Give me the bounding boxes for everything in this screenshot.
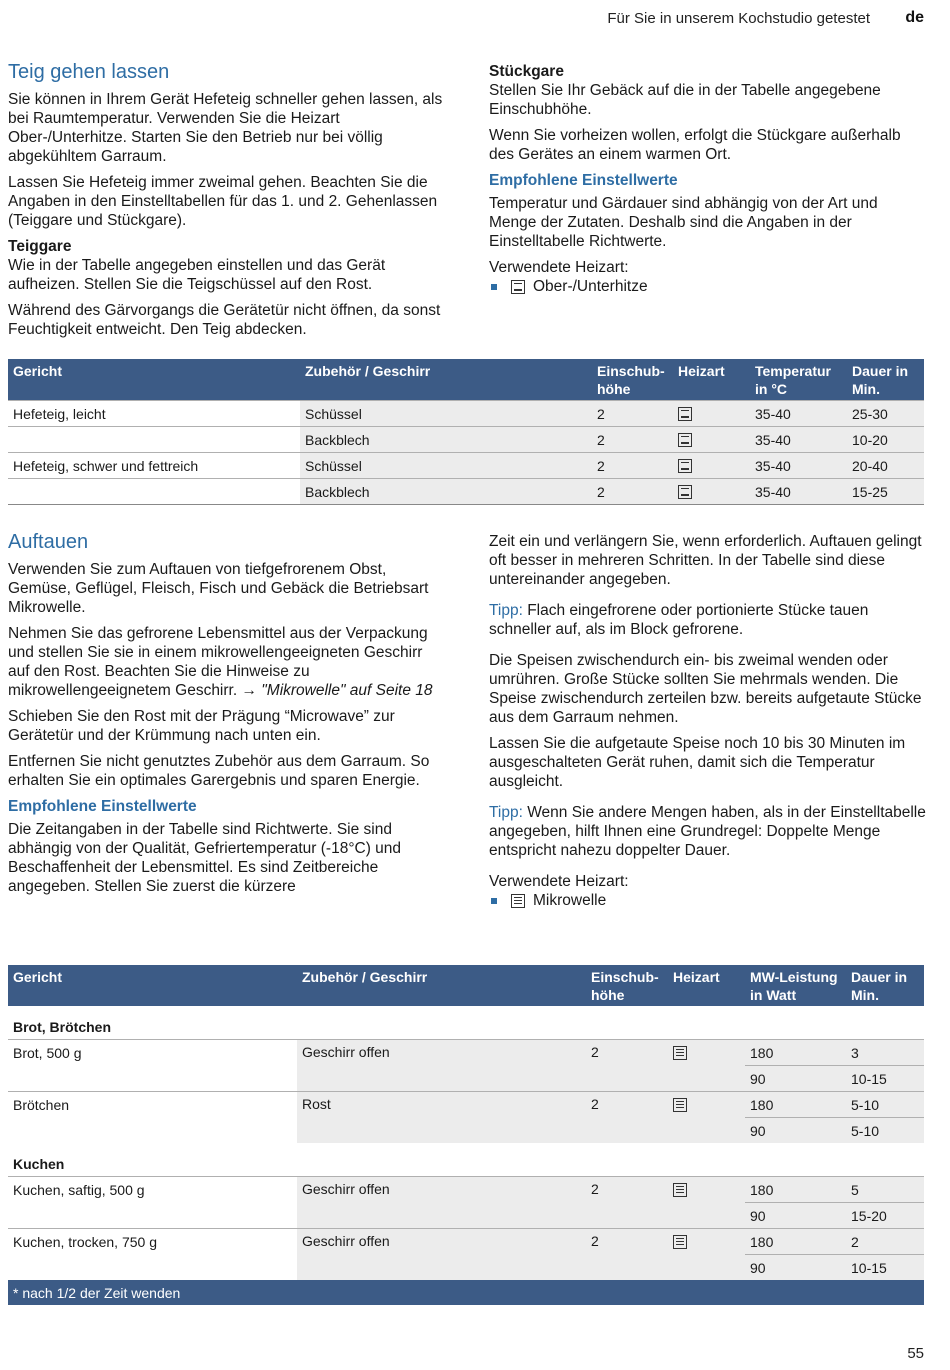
cell-temperatur: 35-40 [750, 479, 847, 505]
auftauen-paragraph: Verwenden Sie zum Auftauen von tiefgefrorenem Obst, Gemüse, Geflügel, Fleisch, Fisch und Gebäck die Betriebsart Mikrowelle. [8, 561, 429, 616]
teig-heading: Teig gehen lassen [8, 61, 170, 83]
group-title: Kuchen [13, 1156, 65, 1172]
top-bottom-heat-icon [678, 485, 692, 499]
cell-gericht: Hefeteig, schwer und fettreich [8, 453, 300, 479]
col-header-temperatur: Temperatur in °C [750, 359, 847, 401]
cell-zubehoer: Schüssel [300, 453, 592, 479]
tip-label: Tipp: [489, 602, 523, 619]
table-row [8, 1177, 924, 1203]
cell-zubehoer: Rost [297, 1092, 586, 1144]
top-bottom-heat-icon [678, 433, 692, 447]
cell-einschub: 2 [592, 401, 673, 427]
top-bottom-heat-icon [511, 280, 525, 294]
auftauen-paragraph: Nehmen Sie das gefrorene Lebensmittel aus der Verpackung und stellen Sie sie in einem mikrowellengeeigneten Geschirr auf den Rost. Beachten Sie die Hinweise zu mikrowellengeeignetem Geschirr. → "Mikrowelle" auf Seite 18 [8, 625, 433, 699]
cell-zubehoer: Backblech [300, 479, 592, 505]
cell-mw: 180 [745, 1092, 846, 1118]
auftauen-paragraph: Zeit ein und verlängern Sie, wenn erforderlich. Auftauen gelingt oft besser in mehreren Schritten. In der Tabelle sind diese untereinander angegeben. [489, 533, 922, 588]
cell-gericht: Brot, 500 g [8, 1040, 297, 1066]
teig-right-column [489, 62, 929, 296]
col-header-zubehoer: Zubehör / Geschirr [300, 359, 592, 401]
cell-dauer: 15-25 [847, 479, 924, 505]
col-header-heizart: Heizart [668, 965, 745, 1006]
cell-dauer: 20-40 [847, 453, 924, 479]
cell-heizart [673, 401, 750, 427]
auftauen-paragraph: Lassen Sie die aufgetaute Speise noch 10 bis 30 Minuten im ausgeschalteten Gerät ruhen, damit sich die Temperatur ausgleicht. [489, 735, 906, 790]
cell-gericht [8, 479, 300, 505]
language-code: de [905, 9, 924, 26]
col-header-heizart: Heizart [673, 359, 750, 401]
microwave-icon [673, 1183, 687, 1197]
cell-heizart [673, 453, 750, 479]
cell-mw: 90 [745, 1066, 846, 1092]
table-header-row [8, 359, 924, 401]
table-header-row [8, 965, 924, 1006]
table-row [8, 479, 924, 505]
auftauen-paragraph: Die Speisen zwischendurch ein- bis zweimal wenden oder umrühren. Große Stücke sollten Sie mehrmals wenden. Die Speise zwischendurch zerteilen bzw. bereits aufgetaute Stücke aus dem Garraum nehmen. [489, 652, 922, 726]
tip-paragraph: Tipp: Wenn Sie andere Mengen haben, als in der Einstelltabelle angegeben, hilft Ihnen eine Grundregel: Doppelte Menge entspricht nahezu doppelter Dauer. [489, 804, 926, 859]
cell-heizart [668, 1040, 745, 1092]
cell-zubehoer: Geschirr offen [297, 1229, 586, 1281]
cell-gericht [8, 427, 300, 453]
table-row [8, 427, 924, 453]
table-row [8, 401, 924, 427]
col-header-mw-leistung: MW-Leistung in Watt [745, 965, 846, 1006]
table-group-row [8, 1143, 924, 1177]
teig-paragraph: Lassen Sie Hefeteig immer zweimal gehen. Beachten Sie die Angaben in den Einstelltabellen für das 1. und 2. Gehenlassen (Teiggare und Stückgare). [8, 174, 438, 229]
auftauen-paragraph: Schieben Sie den Rost mit der Prägung “Microwave” zur Gerätetür und der Krümmung nach unten ein. [8, 708, 395, 744]
teig-left-column [8, 60, 448, 346]
cell-zubehoer: Backblech [300, 427, 592, 453]
cell-dauer: 3 [846, 1040, 924, 1066]
cell-dauer: 10-15 [846, 1066, 924, 1092]
teig-paragraph: Wenn Sie vorheizen wollen, erfolgt die Stückgare außerhalb des Gerätes an einem warmen Ort. [489, 127, 901, 163]
table-row [8, 1229, 924, 1255]
heizart-value: Ober-/Unterhitze [533, 278, 648, 295]
cell-dauer: 10-15 [846, 1255, 924, 1281]
table-footnote-row [8, 1280, 924, 1305]
cell-einschub: 2 [592, 427, 673, 453]
cell-gericht [8, 1255, 297, 1281]
cell-mw: 90 [745, 1203, 846, 1229]
cell-temperatur: 35-40 [750, 453, 847, 479]
page-number: 55 [907, 1345, 924, 1362]
cell-heizart [668, 1229, 745, 1281]
table-row [8, 1040, 924, 1066]
microwave-icon [511, 894, 525, 908]
page-header [0, 8, 950, 30]
cell-mw: 180 [745, 1177, 846, 1203]
cell-temperatur: 35-40 [750, 427, 847, 453]
auftauen-heading: Auftauen [8, 531, 89, 553]
microwave-icon [673, 1235, 687, 1249]
table-row [8, 453, 924, 479]
bullet-icon [491, 284, 497, 290]
auftauen-left-column [8, 530, 448, 903]
cell-mw: 90 [745, 1118, 846, 1144]
heizart-item [489, 891, 929, 910]
auftauen-paragraph: Entfernen Sie nicht genutztes Zubehör aus dem Garraum. So erhalten Sie ein optimales Garergebnis und sparen Energie. [8, 753, 430, 789]
table-row [8, 1092, 924, 1118]
bullet-icon [491, 898, 497, 904]
cell-heizart [673, 479, 750, 505]
cell-gericht: Kuchen, saftig, 500 g [8, 1177, 297, 1203]
cell-mw: 180 [745, 1040, 846, 1066]
footnote: * nach 1/2 der Zeit wenden [8, 1280, 924, 1305]
cell-heizart [668, 1092, 745, 1144]
top-bottom-heat-icon [678, 407, 692, 421]
heizart-item [489, 277, 929, 296]
cell-mw: 180 [745, 1229, 846, 1255]
cell-zubehoer: Geschirr offen [297, 1177, 586, 1229]
teiggare-text: Wie in der Tabelle angegeben einstellen und das Gerät aufheizen. Stellen Sie die Teigschüssel auf den Rost. [8, 257, 386, 293]
arrow-icon: → [241, 682, 257, 699]
auftauen-right-column [489, 532, 929, 910]
cell-dauer: 2 [846, 1229, 924, 1255]
heizart-label: Verwendete Heizart: [489, 259, 629, 276]
teig-empf-heading: Empfohlene Einstellwerte [489, 172, 678, 189]
cell-zubehoer: Schüssel [300, 401, 592, 427]
col-header-gericht: Gericht [8, 359, 300, 401]
teig-paragraph: Sie können in Ihrem Gerät Hefeteig schneller gehen lassen, als bei Raumtemperatur. Verwenden Sie die Heizart Ober-/Unterhitze. Starten Sie den Betrieb nur bei völlig abgekühltem Garraum. [8, 91, 443, 165]
cross-reference-link[interactable]: "Mikrowelle" auf Seite 18 [261, 682, 433, 699]
cell-einschub: 2 [586, 1229, 668, 1281]
teig-paragraph: Während des Gärvorgangs die Gerätetür nicht öffnen, da sonst Feuchtigkeit entweicht. Den Teig abdecken. [8, 302, 441, 338]
auftauen-settings-table [8, 965, 924, 1305]
col-header-gericht: Gericht [8, 965, 297, 1006]
cell-gericht [8, 1118, 297, 1144]
cell-dauer: 10-20 [847, 427, 924, 453]
teig-paragraph: Temperatur und Gärdauer sind abhängig von der Art und Menge der Zutaten. Deshalb sind die Angaben in der Einstelltabelle Richtwerte. [489, 195, 878, 250]
heizart-label: Verwendete Heizart: [489, 873, 629, 890]
cell-gericht: Brötchen [8, 1092, 297, 1118]
cell-einschub: 2 [586, 1092, 668, 1144]
tip-label: Tipp: [489, 804, 523, 821]
cell-einschub: 2 [592, 479, 673, 505]
cell-dauer: 15-20 [846, 1203, 924, 1229]
cell-dauer: 5-10 [846, 1092, 924, 1118]
cell-gericht: Kuchen, trocken, 750 g [8, 1229, 297, 1255]
cell-dauer: 25-30 [847, 401, 924, 427]
stueckgare-text: Stellen Sie Ihr Gebäck auf die in der Tabelle angegebene Einschubhöhe. [489, 82, 881, 118]
col-header-einschub: Einschub- höhe [592, 359, 673, 401]
cell-dauer: 5-10 [846, 1118, 924, 1144]
table-group-row [8, 1006, 924, 1040]
col-header-dauer: Dauer in Min. [847, 359, 924, 401]
group-title: Brot, Brötchen [13, 1019, 111, 1035]
auftauen-empf-heading: Empfohlene Einstellwerte [8, 798, 197, 815]
microwave-icon [673, 1046, 687, 1060]
cell-einschub: 2 [586, 1040, 668, 1092]
cell-heizart [673, 427, 750, 453]
col-header-dauer: Dauer in Min. [846, 965, 924, 1006]
cell-gericht [8, 1066, 297, 1092]
cell-zubehoer: Geschirr offen [297, 1040, 586, 1092]
tip-paragraph: Tipp: Flach eingefrorene oder portionierte Stücke tauen schneller auf, als im Block gefrorene. [489, 602, 869, 638]
cell-temperatur: 35-40 [750, 401, 847, 427]
teig-settings-table [8, 359, 924, 505]
auftauen-paragraph: Die Zeitangaben in der Tabelle sind Richtwerte. Sie sind abhängig von der Qualität, Gefriertemperatur (-18°C) und Beschaffenheit der Lebensmittel. Es sind Zeitbereiche angegeben. Stellen Sie zuerst die kürzere [8, 821, 402, 895]
stueckgare-title: Stückgare [489, 63, 564, 80]
cell-dauer: 5 [846, 1177, 924, 1203]
cell-heizart [668, 1177, 745, 1229]
cell-gericht [8, 1203, 297, 1229]
top-bottom-heat-icon [678, 459, 692, 473]
teiggare-title: Teiggare [8, 238, 72, 255]
col-header-zubehoer: Zubehör / Geschirr [297, 965, 586, 1006]
cell-gericht: Hefeteig, leicht [8, 401, 300, 427]
cell-einschub: 2 [586, 1177, 668, 1229]
cell-mw: 90 [745, 1255, 846, 1281]
microwave-icon [673, 1098, 687, 1112]
heizart-value: Mikrowelle [533, 892, 607, 909]
header-title: Für Sie in unserem Kochstudio getestet [607, 10, 870, 27]
col-header-einschub: Einschub- höhe [586, 965, 668, 1006]
cell-einschub: 2 [592, 453, 673, 479]
